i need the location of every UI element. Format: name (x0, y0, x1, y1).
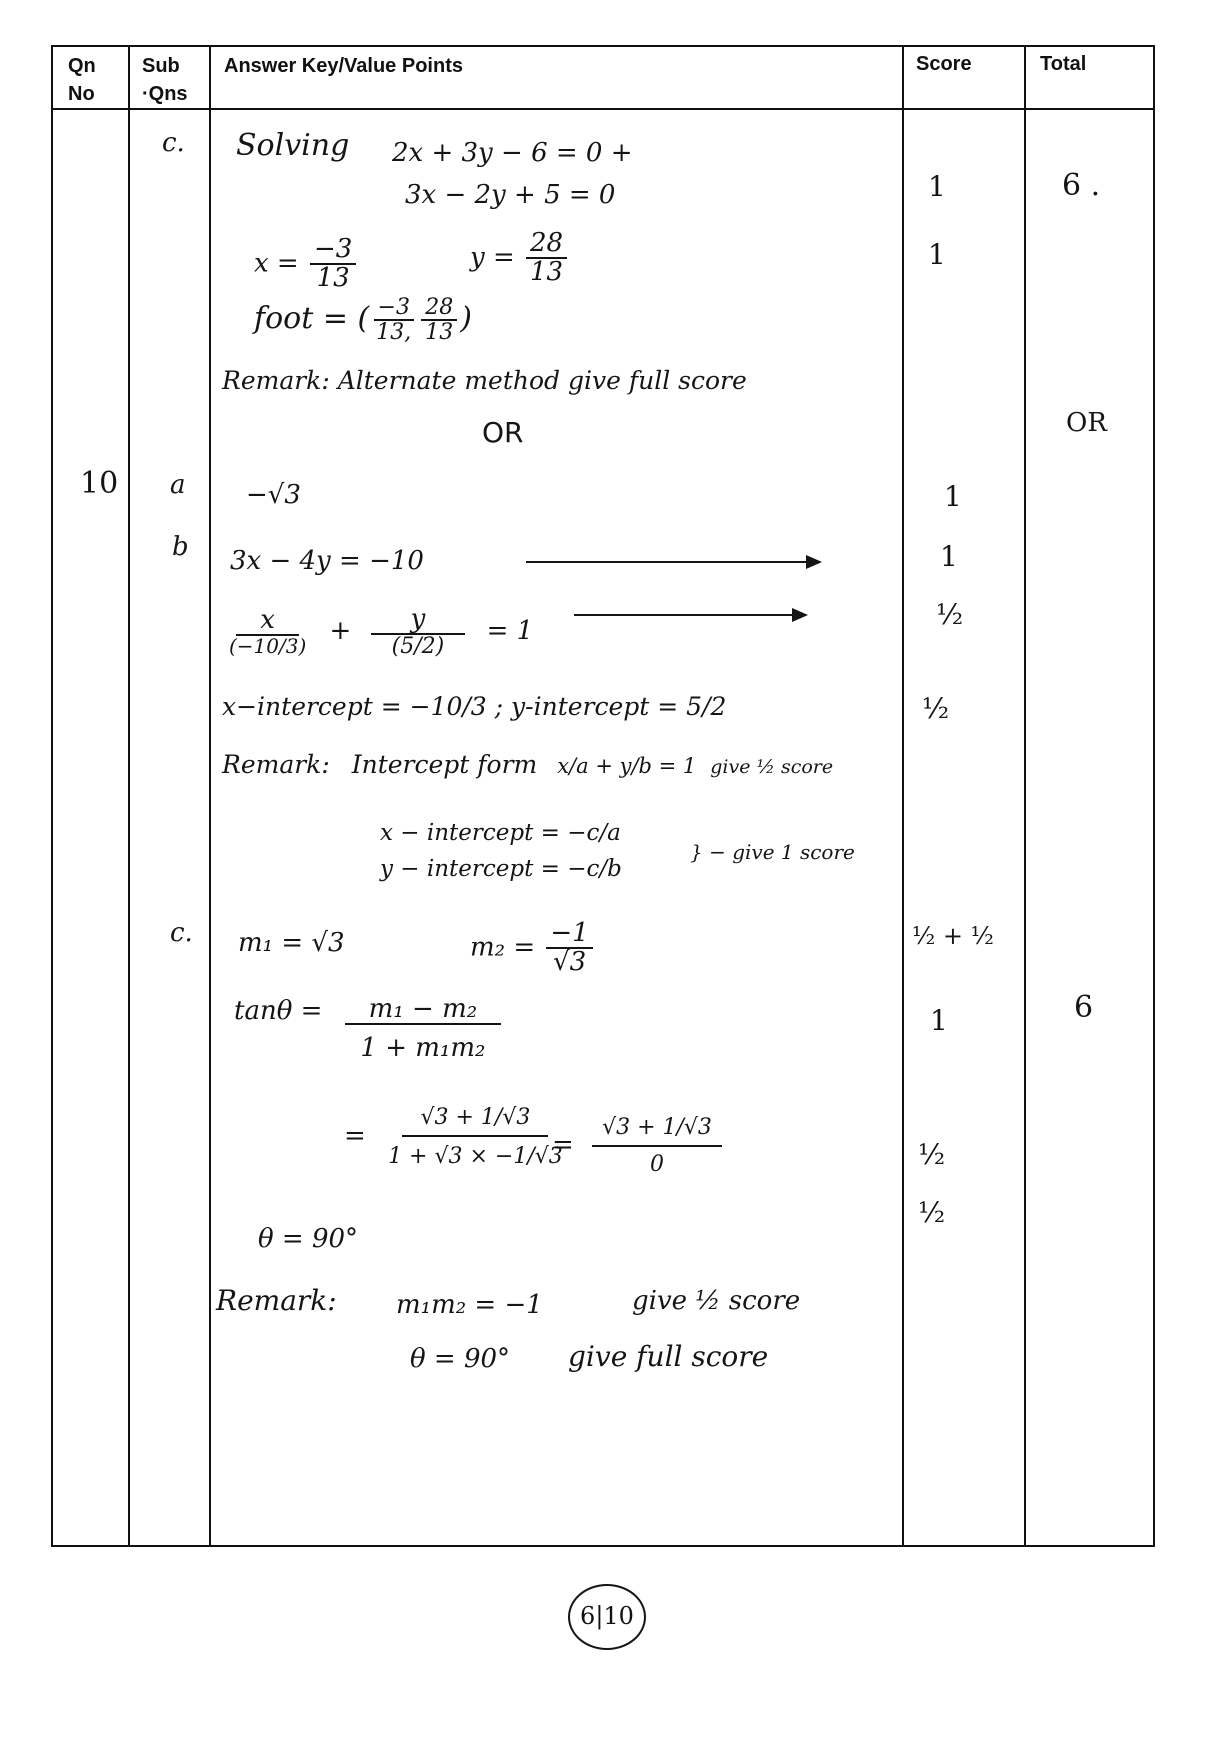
header-qn-no: Qn No (68, 55, 96, 105)
remark-alternate: Remark: Alternate method give full score (222, 366, 747, 395)
remark-y-intercept: y − intercept = −c/b (380, 856, 622, 882)
score-b-1: 1 (940, 540, 958, 573)
total-or: OR (1066, 408, 1107, 438)
intercepts-answer: x−intercept = −10/3 ; y-intercept = 5/2 (222, 692, 727, 721)
score-c-4: ½ (918, 1196, 946, 1229)
equation-2: 3x − 2y + 5 = 0 (405, 180, 616, 210)
tan-step-1: = $\frac{√3 + 1/√3}{1 + √3 \times -1/√3}$ (344, 1105, 563, 1170)
remark-c-2-give: give full score (568, 1340, 769, 1373)
score-a: 1 (944, 480, 962, 513)
score-b-2: ½ (936, 598, 964, 631)
header-divider (51, 108, 1155, 110)
answer-a: −√3 (246, 480, 301, 510)
y-solution: y = $\frac{28}{13}$ (470, 230, 570, 287)
header-score: Score (916, 53, 972, 75)
remark-c-1-give: give ½ score (632, 1286, 801, 1316)
x-solution: x = $\frac{-3}{13}$ (254, 236, 359, 293)
header-total: Total (1040, 53, 1087, 75)
sub-label-c-prev: c. (162, 128, 185, 158)
remark-b: Remark: Intercept form x/a + y/b = 1 give ½ score (222, 750, 834, 779)
question-number-10: 10 (80, 466, 119, 501)
score-prev-2: 1 (928, 238, 946, 271)
slope-m1: m₁ = √3 (238, 928, 345, 958)
intercept-form: $\frac{x}{(-10/3)}$ + $\frac{y}{(5/2)}$ = 1 (229, 604, 534, 660)
header-sub-qns: Sub ·Qns (142, 55, 188, 105)
tan-step-2: = $\frac{√3 + 1/√3}{0}$ (552, 1116, 725, 1176)
score-b-3: ½ (922, 692, 950, 725)
score-c-2: 1 (930, 1004, 948, 1037)
col-divider-sub (209, 45, 211, 1547)
total-prev: 6 . (1062, 168, 1101, 203)
arrow-1 (526, 561, 820, 563)
col-divider-answer (902, 45, 904, 1547)
remark-c-2: θ = 90° (410, 1344, 511, 1374)
header-answer-key: Answer Key/Value Points (224, 55, 463, 77)
total-q10: 6 (1074, 990, 1094, 1025)
score-prev-1: 1 (928, 170, 946, 203)
slope-m2: m₂ = $\frac{-1}{√3}$ (470, 920, 596, 977)
tan-formula: tanθ = $\frac{\text{m₁ − m₂}}{\text{1 + m₁m₂}}$ (234, 996, 504, 1063)
theta-answer: θ = 90° (258, 1224, 359, 1254)
score-c-3: ½ (918, 1138, 946, 1171)
remark-x-intercept: x − intercept = −c/a (380, 820, 621, 846)
remark-c-label: Remark: (216, 1284, 337, 1317)
arrow-2 (574, 614, 806, 616)
col-divider-score (1024, 45, 1026, 1547)
solving-label: Solving (236, 128, 350, 163)
sub-label-b: b (172, 532, 189, 562)
col-divider-qn (128, 45, 130, 1547)
foot-point: foot = ( $\frac{-3}{13,}$ $\frac{28}{13}$ ) (254, 295, 472, 346)
sub-label-c: c. (170, 918, 193, 948)
remark-give-one: } − give 1 score (690, 840, 855, 864)
equation-1: 2x + 3y − 6 = 0 + (392, 138, 633, 168)
score-c-1: ½ + ½ (912, 922, 994, 950)
answer-table (51, 45, 1155, 1547)
or-label: OR (482, 416, 524, 449)
answer-b-line1: 3x − 4y = −10 (230, 546, 424, 576)
sub-label-a: a (170, 470, 186, 500)
page-number: 6|10 (568, 1584, 646, 1650)
remark-c-1: m₁m₂ = −1 (396, 1290, 543, 1320)
